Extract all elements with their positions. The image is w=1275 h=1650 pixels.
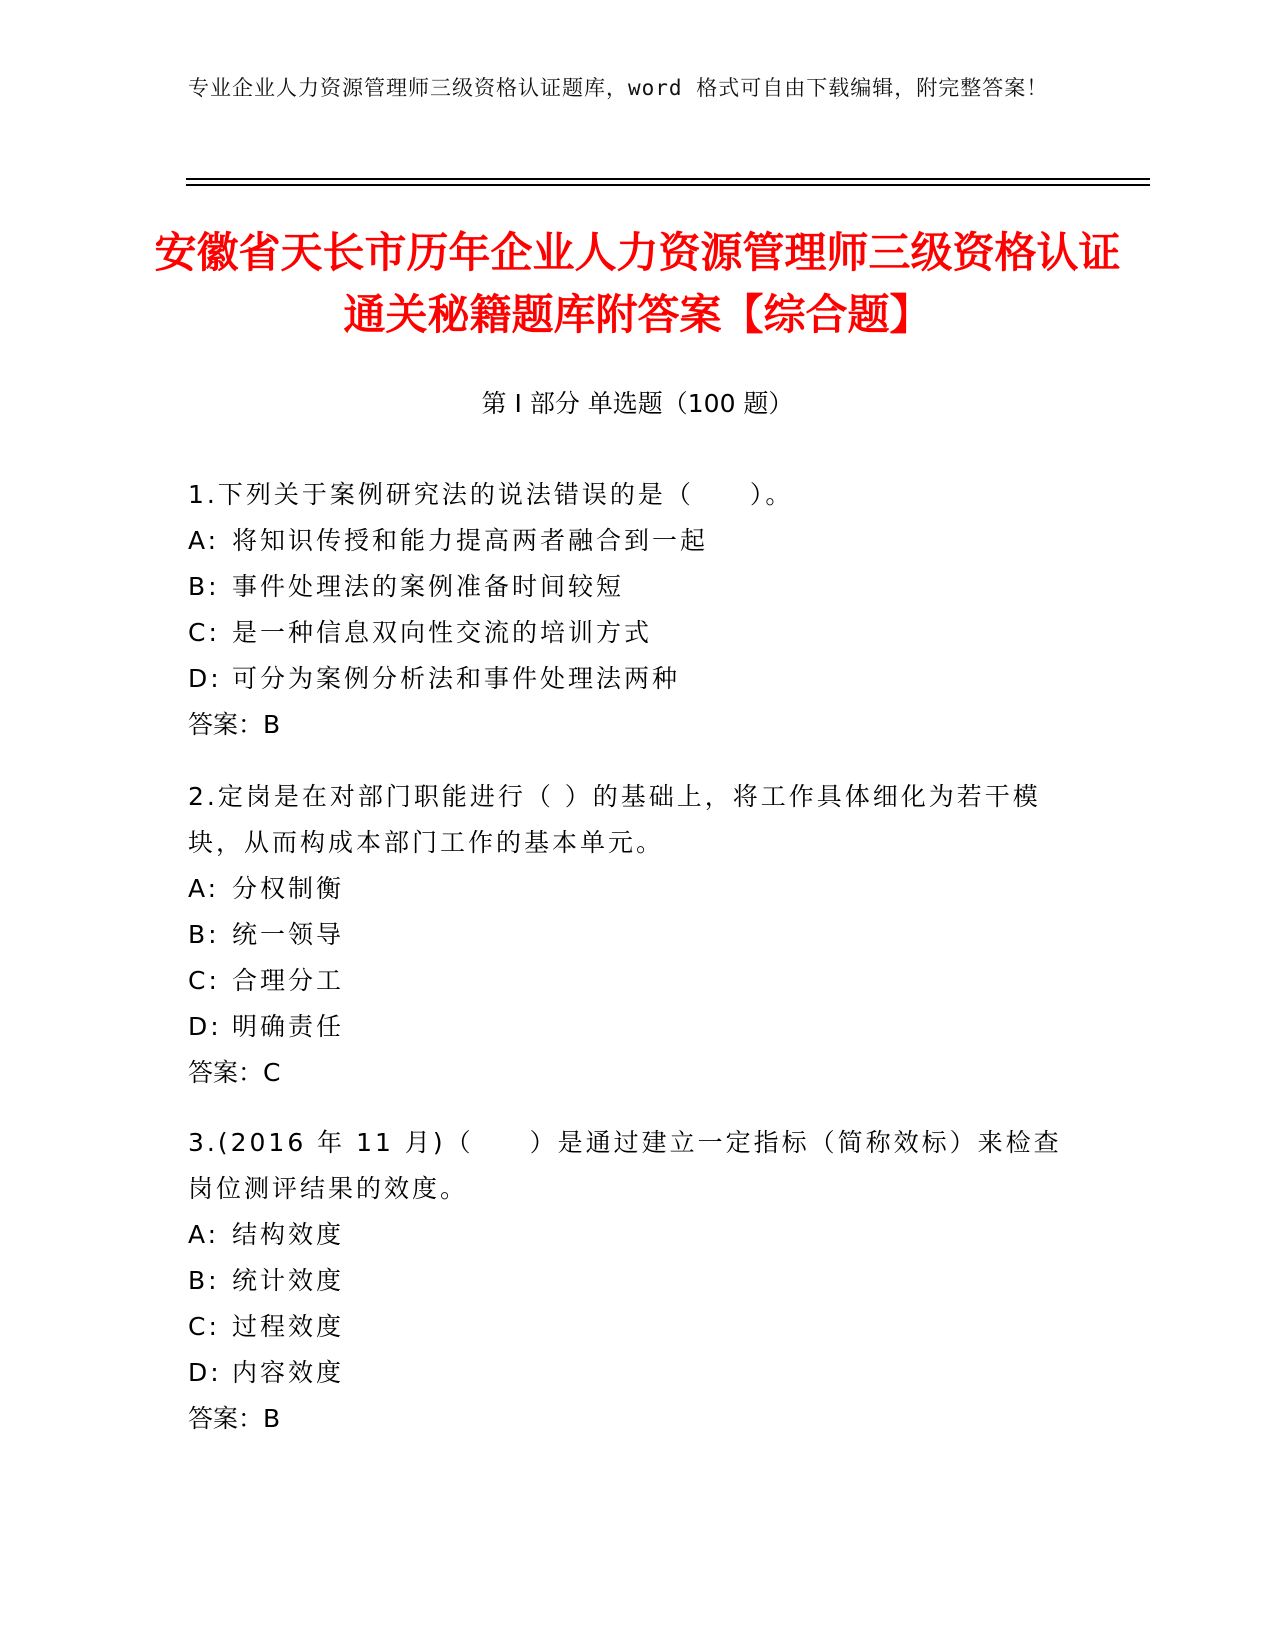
question-stem: 2.定岗是在对部门职能进行（ ）的基础上，将工作具体细化为若干模块，从而构成本部门工作的基本单元。 [188,782,1041,857]
question-answer: 答案：C [188,1058,281,1087]
option-text: 可分为案例分析法和事件处理法两种 [232,664,681,693]
option-text: 明确责任 [232,1012,345,1041]
section-title: 第 I 部分 单选题（100 题） [481,389,794,418]
option-letter: A: [188,874,220,903]
option-letter: C: [188,966,220,995]
question-option-d [188,1004,1088,1050]
question-answer: 答案：B [188,1404,281,1433]
option-letter: C: [188,618,220,647]
option-text: 统一领导 [232,920,345,949]
question-answer: 答案：B [188,710,281,739]
option-letter: B: [188,572,220,601]
option-text: 合理分工 [232,966,345,995]
question-stem: 1.下列关于案例研究法的说法错误的是（ ）。 [188,480,794,509]
question-option-c [188,610,1088,656]
header-note: 专业企业人力资源管理师三级资格认证题库，word 格式可自由下载编辑，附完整答案！ [188,76,1049,100]
option-text: 事件处理法的案例准备时间较短 [232,572,625,601]
question-option-b [188,564,1088,610]
option-text: 是一种信息双向性交流的培训方式 [232,618,653,647]
question-3 [188,1120,1088,1442]
question-option-a [188,518,1088,564]
option-letter: A: [188,526,220,555]
question-option-b [188,1258,1088,1304]
option-text: 结构效度 [232,1220,345,1249]
question-option-d [188,656,1088,702]
question-option-b [188,912,1088,958]
document-title: 安徽省天长市历年企业人力资源管理师三级资格认证通关秘籍题库附答案【综合题】 [154,228,1121,339]
option-letter: A: [188,1220,220,1249]
header-rule-top [186,178,1150,180]
option-text: 分权制衡 [232,874,345,903]
option-text: 内容效度 [232,1358,345,1387]
question-option-d [188,1350,1088,1396]
option-text: 过程效度 [232,1312,345,1341]
question-option-c [188,1304,1088,1350]
header-rule-bottom [186,184,1150,186]
question-2 [188,774,1088,1096]
question-option-a [188,1212,1088,1258]
option-text: 将知识传授和能力提高两者融合到一起 [232,526,709,555]
option-letter: D: [188,664,222,693]
option-letter: B: [188,1266,220,1295]
option-letter: C: [188,1312,220,1341]
question-1 [188,472,1088,748]
option-letter: D: [188,1358,222,1387]
option-text: 统计效度 [232,1266,345,1295]
option-letter: B: [188,920,220,949]
question-option-c [188,958,1088,1004]
question-option-a [188,866,1088,912]
option-letter: D: [188,1012,222,1041]
question-stem: 3.(2016 年 11 月)（ ）是通过建立一定指标（简称效标）来检查岗位测评结果的效度。 [188,1128,1062,1203]
